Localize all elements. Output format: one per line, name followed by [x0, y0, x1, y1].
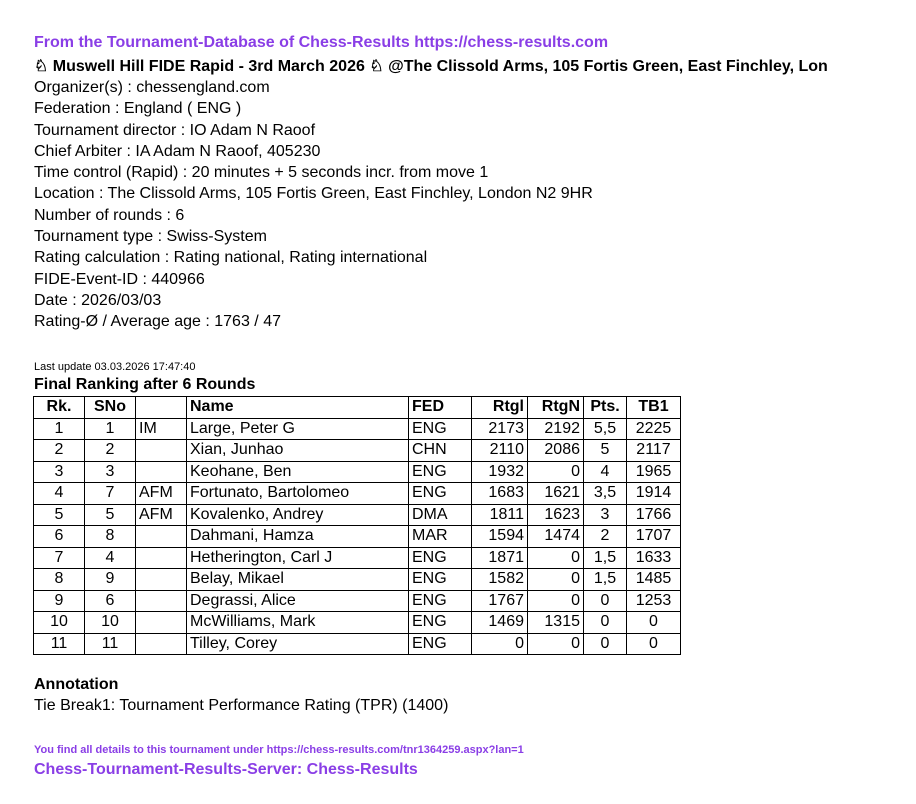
- cell-pts: 3,5: [584, 483, 627, 505]
- info-rounds: Number of rounds : 6: [34, 206, 185, 224]
- info-federation: Federation : England ( ENG ): [34, 100, 242, 118]
- cell-title: AFM: [136, 483, 187, 505]
- col-tb1: TB1: [627, 397, 681, 419]
- cell-sno: 6: [85, 590, 136, 612]
- cell-title: [136, 440, 187, 462]
- ranking-table: [33, 396, 681, 655]
- cell-title: [136, 612, 187, 634]
- info-time-control: Time control (Rapid) : 20 minutes + 5 seconds incr. from move 1: [34, 164, 489, 182]
- cell-rk: 4: [34, 483, 85, 505]
- cell-rk: 3: [34, 461, 85, 483]
- cell-rtgn: 1621: [528, 483, 584, 505]
- table-row: [34, 418, 681, 440]
- annotation-heading: Annotation: [34, 676, 119, 693]
- info-rating-calc: Rating calculation : Rating national, Rating international: [34, 249, 428, 267]
- table-row: [34, 633, 681, 655]
- cell-title: [136, 547, 187, 569]
- cell-rtgn: 0: [528, 547, 584, 569]
- info-rating-age: Rating-Ø / Average age : 1763 / 47: [34, 313, 281, 331]
- cell-tb1: 1965: [627, 461, 681, 483]
- cell-sno: 4: [85, 547, 136, 569]
- cell-rtgl: 1767: [472, 590, 528, 612]
- cell-name[interactable]: Xian, Junhao: [187, 440, 409, 462]
- cell-rtgn: 1474: [528, 526, 584, 548]
- col-rtgn: RtgN: [528, 397, 584, 419]
- cell-rtgl: 2110: [472, 440, 528, 462]
- cell-rtgn: 1623: [528, 504, 584, 526]
- header-source-link[interactable]: From the Tournament-Database of Chess-Results https://chess-results.com: [34, 34, 609, 51]
- cell-pts: 3: [584, 504, 627, 526]
- info-director: Tournament director : IO Adam N Raoof: [34, 121, 316, 139]
- cell-sno: 11: [85, 633, 136, 655]
- cell-rtgl: 1594: [472, 526, 528, 548]
- cell-title: [136, 526, 187, 548]
- info-type: Tournament type : Swiss-System: [34, 228, 267, 246]
- table-row: [34, 440, 681, 462]
- cell-rtgn: 0: [528, 590, 584, 612]
- cell-title: IM: [136, 418, 187, 440]
- cell-sno: 7: [85, 483, 136, 505]
- cell-rk: 7: [34, 547, 85, 569]
- cell-name[interactable]: Degrassi, Alice: [187, 590, 409, 612]
- cell-fed: DMA: [409, 504, 472, 526]
- info-chief-arbiter: Chief Arbiter : IA Adam N Raoof, 405230: [34, 142, 321, 160]
- col-fed: FED: [409, 397, 472, 419]
- cell-pts: 0: [584, 612, 627, 634]
- cell-rk: 5: [34, 504, 85, 526]
- cell-tb1: 0: [627, 612, 681, 634]
- cell-sno: 5: [85, 504, 136, 526]
- cell-fed: ENG: [409, 612, 472, 634]
- cell-name[interactable]: Fortunato, Bartolomeo: [187, 483, 409, 505]
- cell-fed: ENG: [409, 547, 472, 569]
- cell-fed: ENG: [409, 461, 472, 483]
- cell-name[interactable]: Tilley, Corey: [187, 633, 409, 655]
- col-sno: SNo: [85, 397, 136, 419]
- cell-fed: ENG: [409, 569, 472, 591]
- table-row: [34, 483, 681, 505]
- last-update: Last update 03.03.2026 17:47:40: [34, 361, 196, 373]
- table-row: [34, 612, 681, 634]
- cell-tb1: 2225: [627, 418, 681, 440]
- tournament-info: [34, 77, 593, 333]
- annotation-text: Tie Break1: Tournament Performance Rating (TPR) (1400): [34, 697, 449, 714]
- cell-sno: 1: [85, 418, 136, 440]
- cell-fed: ENG: [409, 418, 472, 440]
- cell-name[interactable]: Belay, Mikael: [187, 569, 409, 591]
- cell-rk: 1: [34, 418, 85, 440]
- cell-sno: 2: [85, 440, 136, 462]
- cell-rtgl: 1683: [472, 483, 528, 505]
- cell-fed: ENG: [409, 633, 472, 655]
- cell-title: [136, 569, 187, 591]
- col-rtgl: Rtgl: [472, 397, 528, 419]
- cell-pts: 1,5: [584, 547, 627, 569]
- cell-rk: 2: [34, 440, 85, 462]
- col-pts: Pts.: [584, 397, 627, 419]
- cell-pts: 1,5: [584, 569, 627, 591]
- cell-pts: 5,5: [584, 418, 627, 440]
- cell-rtgl: 0: [472, 633, 528, 655]
- cell-sno: 3: [85, 461, 136, 483]
- cell-tb1: 1253: [627, 590, 681, 612]
- cell-rk: 8: [34, 569, 85, 591]
- cell-sno: 9: [85, 569, 136, 591]
- cell-fed: CHN: [409, 440, 472, 462]
- cell-name[interactable]: Large, Peter G: [187, 418, 409, 440]
- cell-tb1: 0: [627, 633, 681, 655]
- table-row: [34, 526, 681, 548]
- cell-name[interactable]: Keohane, Ben: [187, 461, 409, 483]
- info-organizer: Organizer(s) : chessengland.com: [34, 79, 270, 96]
- table-row: [34, 590, 681, 612]
- info-location: Location : The Clissold Arms, 105 Fortis Green, East Finchley, London N2 9HR: [34, 185, 593, 203]
- cell-fed: MAR: [409, 526, 472, 548]
- cell-rk: 6: [34, 526, 85, 548]
- tournament-title: ♘ Muswell Hill FIDE Rapid - 3rd March 2026 ♘ @The Clissold Arms, 105 Fortis Green, East Finchley, Lon: [34, 58, 828, 75]
- cell-name[interactable]: Hetherington, Carl J: [187, 547, 409, 569]
- cell-tb1: 1485: [627, 569, 681, 591]
- cell-pts: 2: [584, 526, 627, 548]
- cell-fed: ENG: [409, 590, 472, 612]
- cell-tb1: 1766: [627, 504, 681, 526]
- cell-pts: 4: [584, 461, 627, 483]
- cell-name[interactable]: Dahmani, Hamza: [187, 526, 409, 548]
- col-title: [136, 397, 187, 419]
- cell-name[interactable]: Kovalenko, Andrey: [187, 504, 409, 526]
- cell-rtgn: 2086: [528, 440, 584, 462]
- cell-rtgl: 1871: [472, 547, 528, 569]
- server-link[interactable]: Chess-Tournament-Results-Server: Chess-Results: [34, 761, 418, 778]
- cell-sno: 10: [85, 612, 136, 634]
- cell-rtgl: 1582: [472, 569, 528, 591]
- cell-title: [136, 590, 187, 612]
- cell-tb1: 1633: [627, 547, 681, 569]
- cell-title: [136, 633, 187, 655]
- ranking-title: Final Ranking after 6 Rounds: [34, 376, 256, 393]
- cell-rk: 11: [34, 633, 85, 655]
- cell-rtgl: 1469: [472, 612, 528, 634]
- table-row: [34, 504, 681, 526]
- cell-rtgl: 1932: [472, 461, 528, 483]
- cell-rtgn: 2192: [528, 418, 584, 440]
- info-fide-event-id: FIDE-Event-ID : 440966: [34, 270, 205, 288]
- details-link[interactable]: You find all details to this tournament under https://chess-results.com/tnr1364259.aspx?lan=1: [34, 744, 524, 756]
- table-header-row: [34, 397, 681, 419]
- cell-tb1: 2117: [627, 440, 681, 462]
- table-row: [34, 461, 681, 483]
- cell-rk: 9: [34, 590, 85, 612]
- cell-rtgn: 0: [528, 633, 584, 655]
- cell-rtgl: 1811: [472, 504, 528, 526]
- cell-rtgl: 2173: [472, 418, 528, 440]
- cell-sno: 8: [85, 526, 136, 548]
- cell-fed: ENG: [409, 483, 472, 505]
- table-row: [34, 569, 681, 591]
- cell-tb1: 1707: [627, 526, 681, 548]
- cell-title: AFM: [136, 504, 187, 526]
- cell-rk: 10: [34, 612, 85, 634]
- cell-pts: 0: [584, 633, 627, 655]
- cell-rtgn: 0: [528, 461, 584, 483]
- table-row: [34, 547, 681, 569]
- info-date: Date : 2026/03/03: [34, 291, 162, 309]
- cell-title: [136, 461, 187, 483]
- cell-name[interactable]: McWilliams, Mark: [187, 612, 409, 634]
- cell-rtgn: 1315: [528, 612, 584, 634]
- cell-tb1: 1914: [627, 483, 681, 505]
- cell-pts: 5: [584, 440, 627, 462]
- cell-pts: 0: [584, 590, 627, 612]
- col-rk: Rk.: [34, 397, 85, 419]
- col-name: Name: [187, 397, 409, 419]
- cell-rtgn: 0: [528, 569, 584, 591]
